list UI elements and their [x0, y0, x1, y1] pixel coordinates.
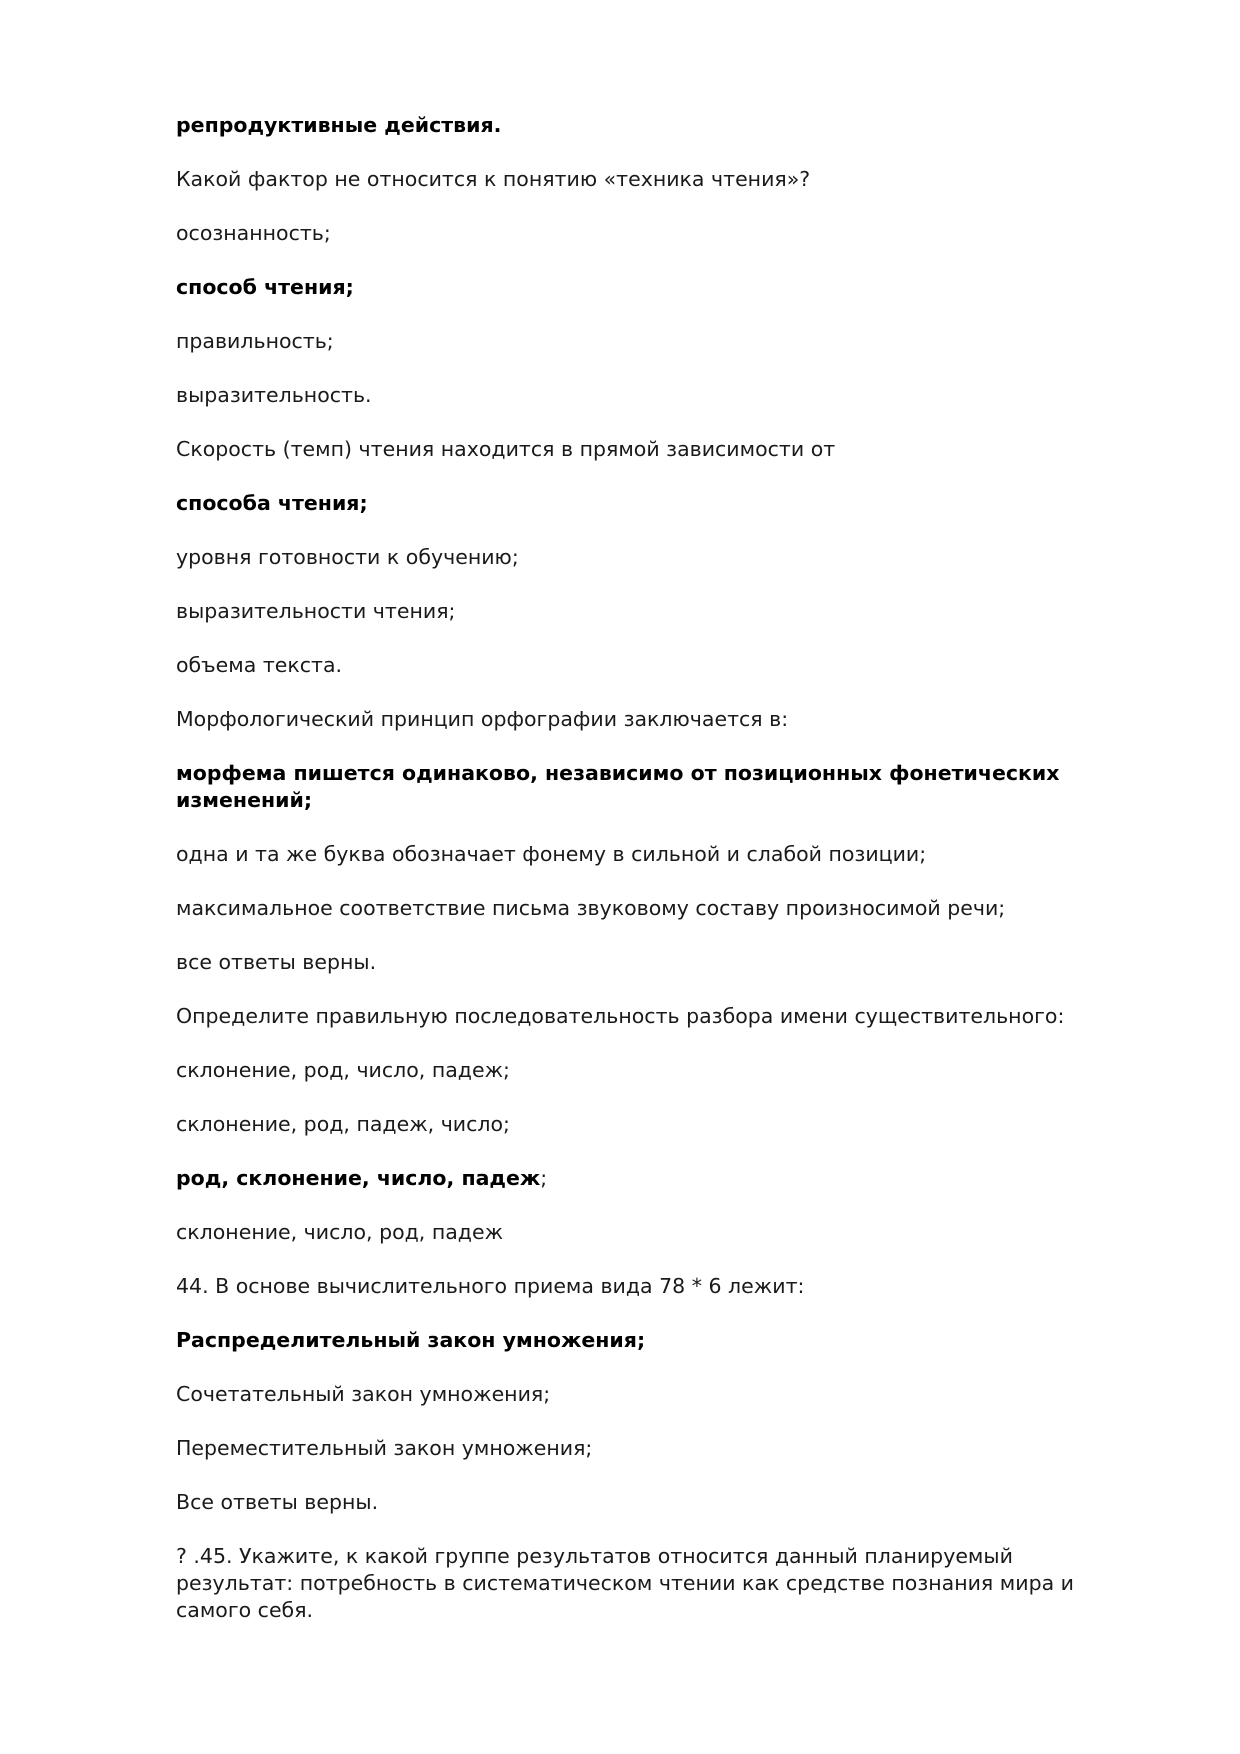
answer-suffix: ;: [540, 1166, 548, 1190]
answer-option: склонение, род, число, падеж;: [176, 1058, 510, 1082]
answer-option: Сочетательный закон умножения;: [176, 1382, 551, 1406]
answer-option: все ответы верны.: [176, 950, 377, 974]
question-text: Морфологический принцип орфографии заключается в:: [176, 707, 789, 731]
answer-option: правильность;: [176, 329, 334, 353]
answer-text: репродуктивные действия.: [176, 113, 502, 137]
answer-option: объема текста.: [176, 653, 343, 677]
answer-option: выразительности чтения;: [176, 599, 456, 623]
correct-answer: Распределительный закон умножения;: [176, 1328, 646, 1352]
document-body: [176, 112, 1126, 1651]
answer-option: склонение, род, падеж, число;: [176, 1112, 510, 1136]
question-text: 44. В основе вычислительного приема вида 78 * 6 лежит:: [176, 1274, 805, 1298]
correct-answer: род, склонение, число, падеж: [176, 1166, 541, 1190]
answer-option: уровня готовности к обучению;: [176, 545, 519, 569]
answer-option: одна и та же буква обозначает фонему в сильной и слабой позиции;: [176, 842, 927, 866]
correct-answer: способа чтения;: [176, 491, 368, 515]
answer-option: максимальное соответствие письма звуковому составу произносимой речи;: [176, 896, 1006, 920]
question-text: Определите правильную последовательность разбора имени существительного:: [176, 1004, 1065, 1028]
question-text: Скорость (темп) чтения находится в прямой зависимости от: [176, 437, 836, 461]
question-text: Какой фактор не относится к понятию «техника чтения»?: [176, 167, 811, 191]
question-text: ? .45. Укажите, к какой группе результатов относится данный планируемый результат: потребность в систематическом чтении как средстве познания мира и самого себя.: [176, 1544, 1081, 1622]
correct-answer: способ чтения;: [176, 275, 354, 299]
correct-answer-line: [176, 1165, 1126, 1192]
answer-option: Переместительный закон умножения;: [176, 1436, 593, 1460]
answer-option: Все ответы верны.: [176, 1490, 379, 1514]
answer-option: склонение, число, род, падеж: [176, 1220, 504, 1244]
answer-option: осознанность;: [176, 221, 331, 245]
answer-option: выразительность.: [176, 383, 372, 407]
correct-answer: морфема пишется одинаково, независимо от позиционных фонетических изменений;: [176, 761, 1067, 812]
